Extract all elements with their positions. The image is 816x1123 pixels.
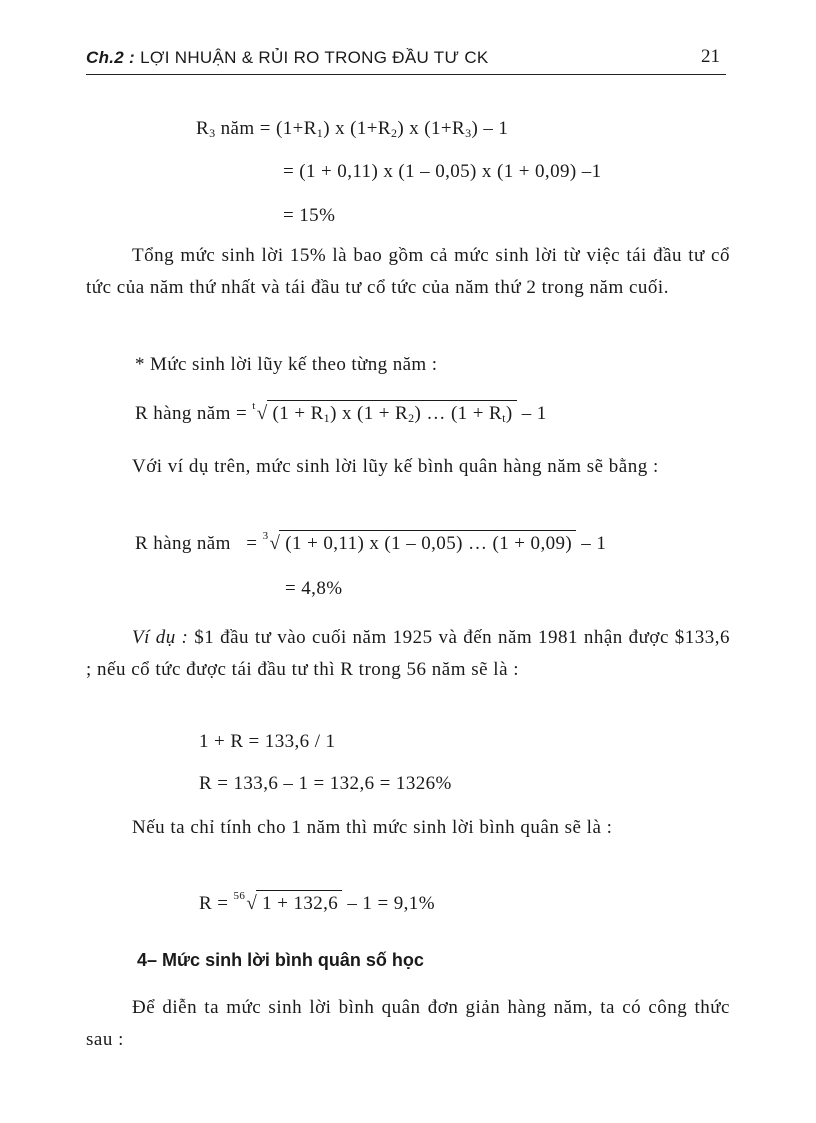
paragraph-arithmetic-mean: Để diễn ta mức sinh lời bình quân đơn giản hàng năm, ta có công thức sau : — [86, 997, 730, 1050]
header-title — [86, 48, 489, 68]
equation-r3-result: = 15% — [283, 205, 336, 226]
equation-annual-result: = 4,8% — [285, 578, 343, 599]
equation-r-value: R = 133,6 – 1 = 132,6 = 1326% — [199, 773, 452, 794]
equation-56-root: R = $^{56}$√ 1 + 132,6 – 1 = 9,1% — [199, 890, 435, 914]
equation-annual-example: R hàng năm = $^3$√ (1 + 0,11) x (1 – 0,05) … (1 + 0,09) – 1 — [135, 530, 607, 554]
chapter-title: LỢI NHUẬN & RỦI RO TRONG ĐẦU TƯ CK — [140, 48, 489, 67]
paragraph-example-1925: Ví dụ : $1 đầu tư vào cuối năm 1925 và đến năm 1981 nhận được $133,6 ; nếu cổ tức được tái đầu tư thì R trong 56 năm sẽ là : — [86, 627, 730, 680]
paragraph-one-year: Nếu ta chỉ tính cho 1 năm thì mức sinh lời bình quân sẽ là : — [132, 817, 613, 838]
section-heading: 4– Mức sinh lời bình quân số học — [137, 950, 424, 970]
example-label: Ví dụ : — [132, 627, 189, 648]
equation-1-plus-r: 1 + R = 133,6 / 1 — [199, 731, 336, 752]
radical-t: $^t$√ $(1 + R_1)$ x $(1 + R_2)$ … $(1 + R_t)$ — [252, 400, 516, 426]
page-number: 21 — [701, 46, 720, 67]
radical-3: $^3$√ (1 + 0,11) x (1 – 0,05) … (1 + 0,09) — [263, 530, 577, 555]
running-header — [86, 46, 726, 75]
equation-r3-line2: = (1 + 0,11) x (1 – 0,05) x (1 + 0,09) –1 — [283, 161, 602, 182]
bullet-cumulative-return: * Mức sinh lời lũy kế theo từng năm : — [135, 354, 438, 375]
paragraph-total-return: Tổng mức sinh lời 15% là bao gồm cả mức sinh lời từ việc tái đầu tư cổ tức của năm thứ nhất và tái đầu tư cổ tức của năm thứ 2 trong năm cuối. — [86, 245, 730, 298]
equation-annual-formula: R hàng năm = $^t$√ $(1 + R_1)$ x $(1 + R_2)$ … $(1 + R_t) - 1$ — [135, 400, 547, 425]
equation-r3-line1: $R_3$ năm = $(1+R_1)$ x $(1+R_2)$ x $(1+R_3) - 1$ — [196, 118, 509, 140]
paragraph-example-intro: Với ví dụ trên, mức sinh lời lũy kế bình quân hàng năm sẽ bằng : — [132, 456, 659, 477]
radical-56: $^{56}$√ 1 + 132,6 — [234, 890, 343, 915]
chapter-label: Ch.2 : — [86, 48, 136, 67]
